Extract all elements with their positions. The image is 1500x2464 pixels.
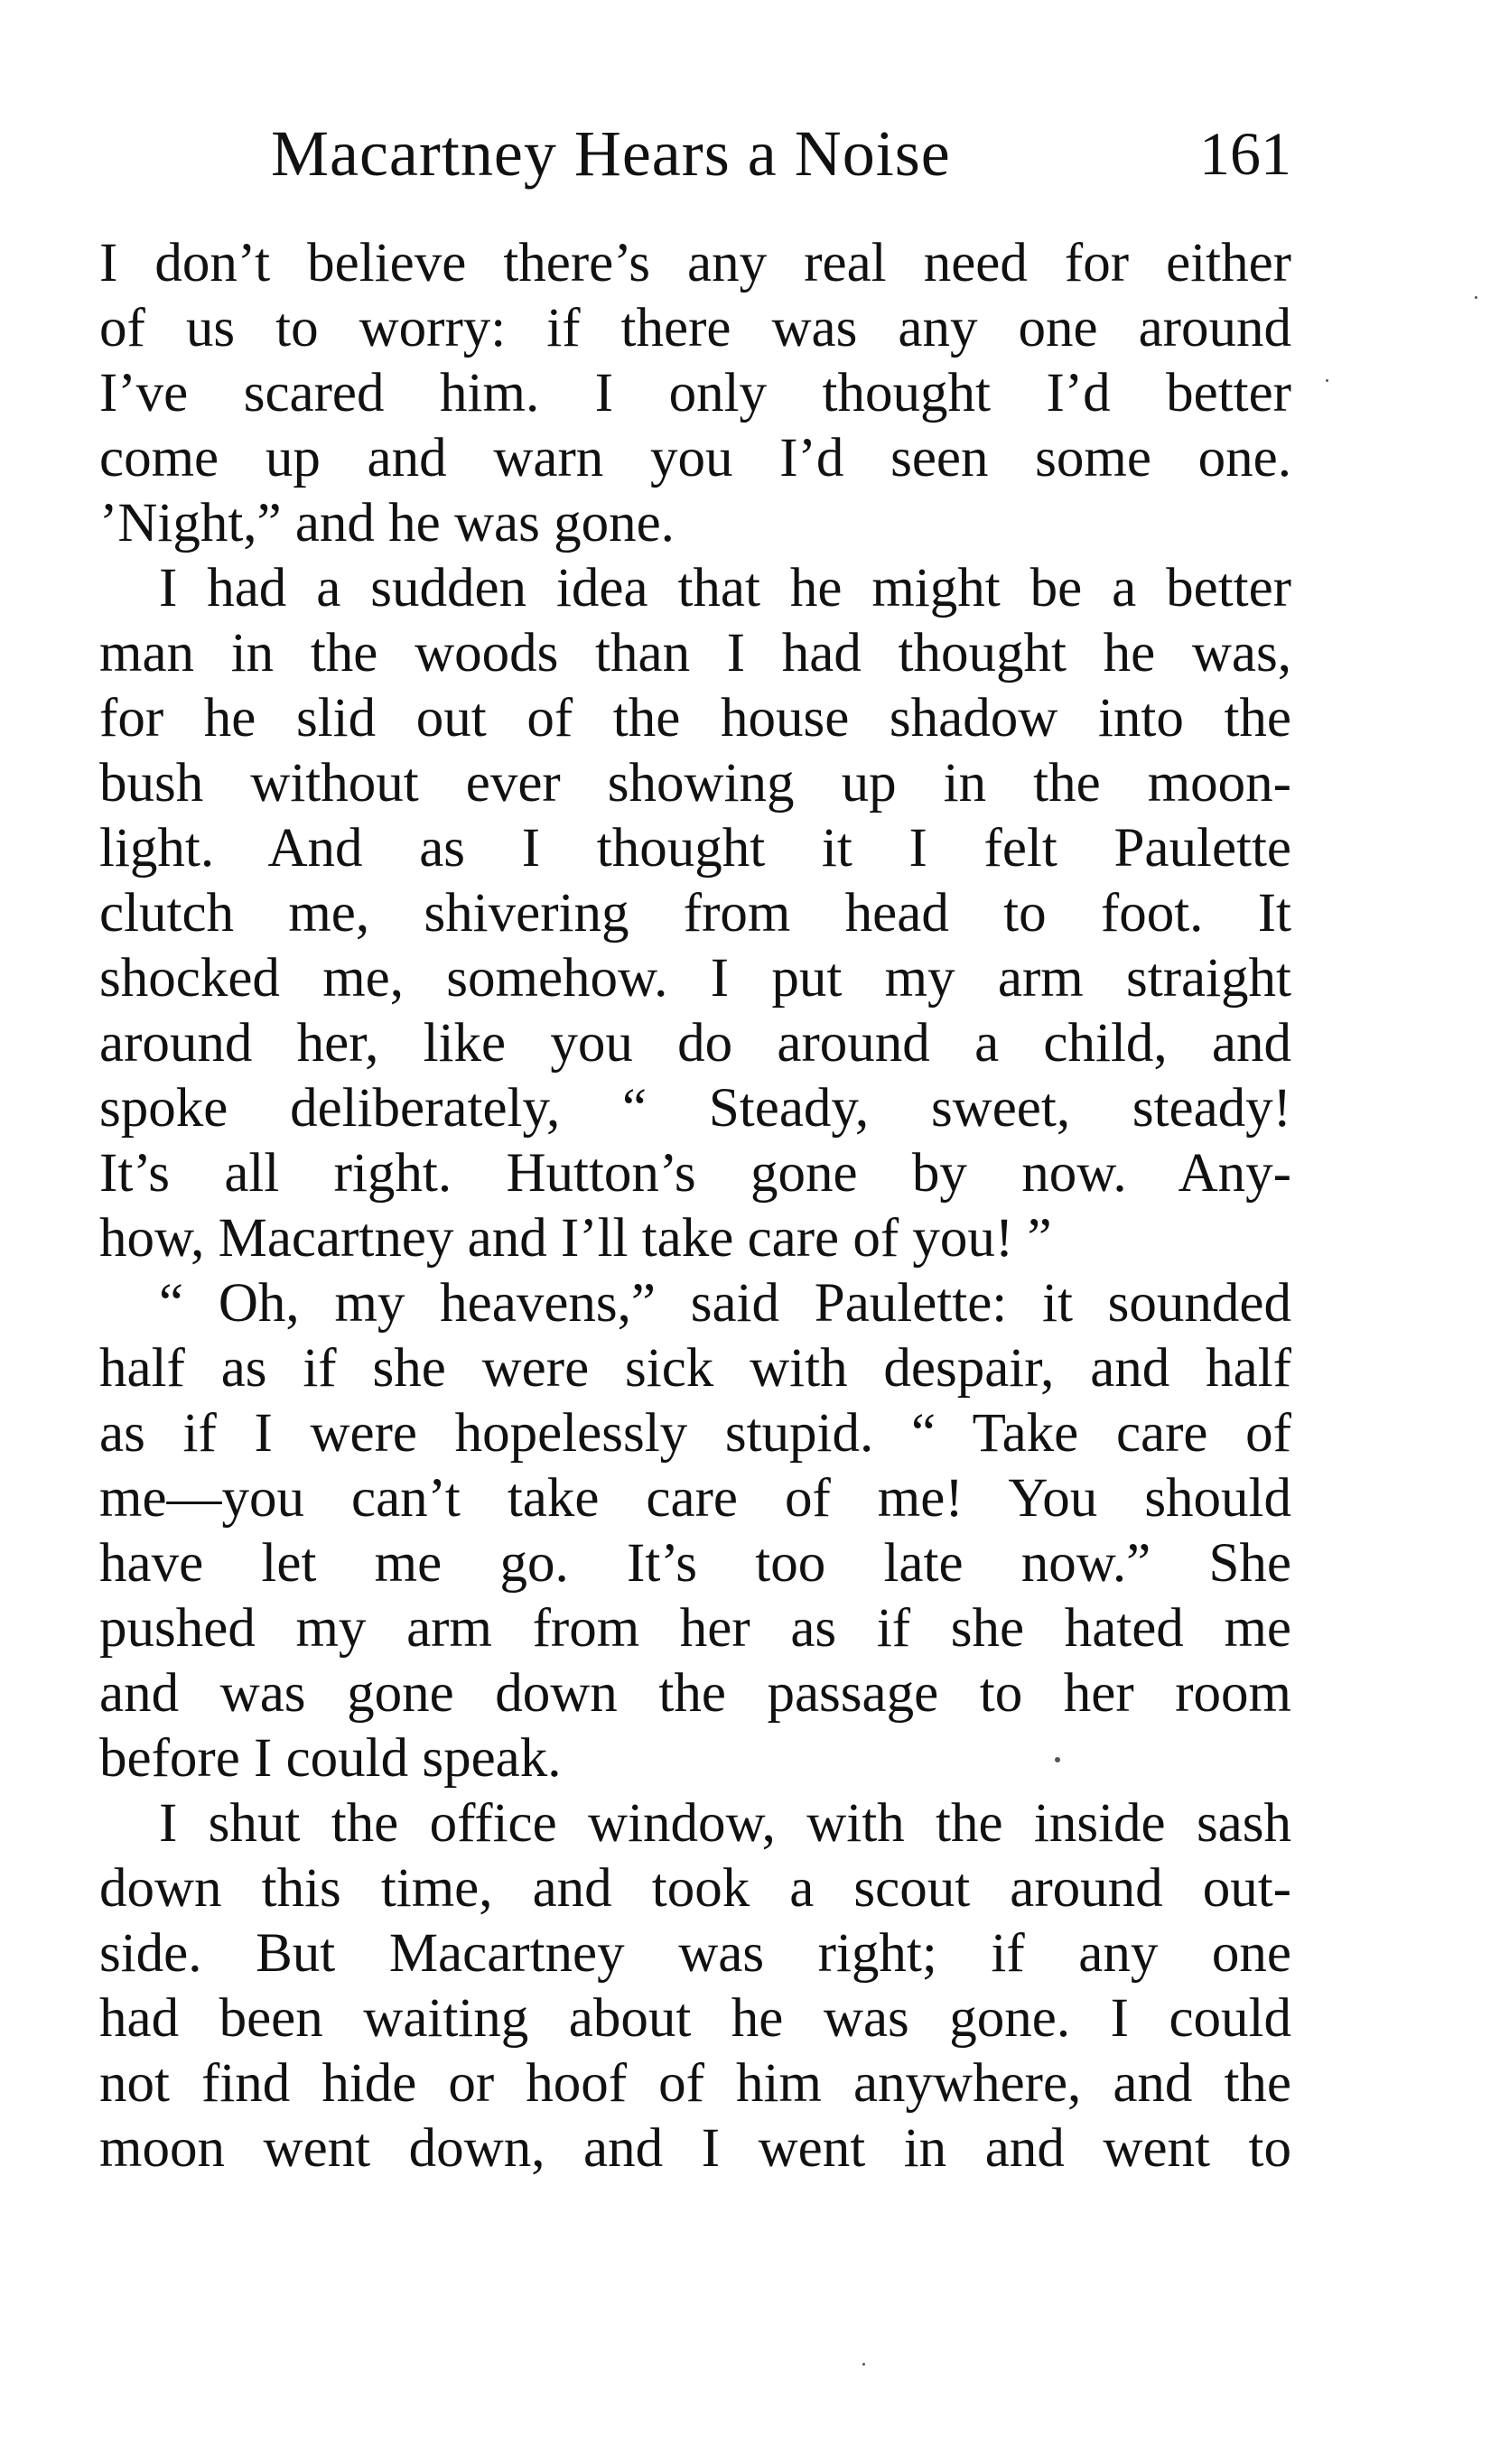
text-line: of us to worry: if there was any one around <box>99 298 1291 358</box>
scan-speck <box>1055 1757 1060 1762</box>
text-line: “ Oh, my heavens,” said Paulette: it sounded <box>159 1273 1291 1334</box>
text-line: around her, like you do around a child, and <box>99 1013 1291 1074</box>
text-line: have let me go. It’s too late now.” She <box>99 1533 1291 1594</box>
text-line: bush without ever showing up in the moon- <box>99 753 1291 814</box>
scan-speck <box>862 2363 865 2366</box>
text-line: man in the woods than I had thought he was, <box>99 623 1291 683</box>
text-line: spoke deliberately, “ Steady, sweet, steady! <box>99 1078 1291 1139</box>
text-line: before I could speak. <box>99 1728 562 1789</box>
text-line: ’Night,” and he was gone. <box>99 493 675 553</box>
text-line: for he slid out of the house shadow into the <box>99 688 1291 748</box>
text-line: clutch me, shivering from head to foot. It <box>99 883 1291 944</box>
text-line: It’s all right. Hutton’s gone by now. Any- <box>99 1143 1291 1204</box>
text-line: come up and warn you I’d seen some one. <box>99 428 1291 488</box>
text-line: and was gone down the passage to her room <box>99 1663 1291 1724</box>
text-line: I’ve scared him. I only thought I’d better <box>99 363 1291 423</box>
scan-speck <box>1475 296 1477 299</box>
body-text <box>99 231 1291 2181</box>
running-head: Macartney Hears a Noise <box>271 117 951 190</box>
text-line: had been waiting about he was gone. I could <box>99 1988 1291 2049</box>
text-line: how, Macartney and I’ll take care of you! ” <box>99 1208 1052 1269</box>
text-line: light. And as I thought it I felt Paulette <box>99 818 1291 879</box>
text-line: side. But Macartney was right; if any one <box>99 1923 1291 1984</box>
text-line: I shut the office window, with the inside sash <box>159 1793 1291 1854</box>
text-line: moon went down, and I went in and went to <box>99 2118 1291 2179</box>
text-line: shocked me, somehow. I put my arm straight <box>99 948 1291 1009</box>
text-line: me—you can’t take care of me! You should <box>99 1468 1291 1529</box>
scan-speck <box>1326 379 1328 382</box>
page-header <box>99 108 1291 199</box>
text-line: pushed my arm from her as if she hated me <box>99 1598 1291 1659</box>
text-line: down this time, and took a scout around out- <box>99 1858 1291 1919</box>
page-number: 161 <box>1199 119 1291 188</box>
text-line: not find hide or hoof of him anywhere, and the <box>99 2053 1291 2114</box>
text-line: I had a sudden idea that he might be a better <box>159 558 1291 618</box>
text-line: I don’t believe there’s any real need for either <box>99 233 1291 293</box>
text-line: as if I were hopelessly stupid. “ Take care of <box>99 1403 1291 1464</box>
text-line: half as if she were sick with despair, and half <box>99 1338 1291 1399</box>
